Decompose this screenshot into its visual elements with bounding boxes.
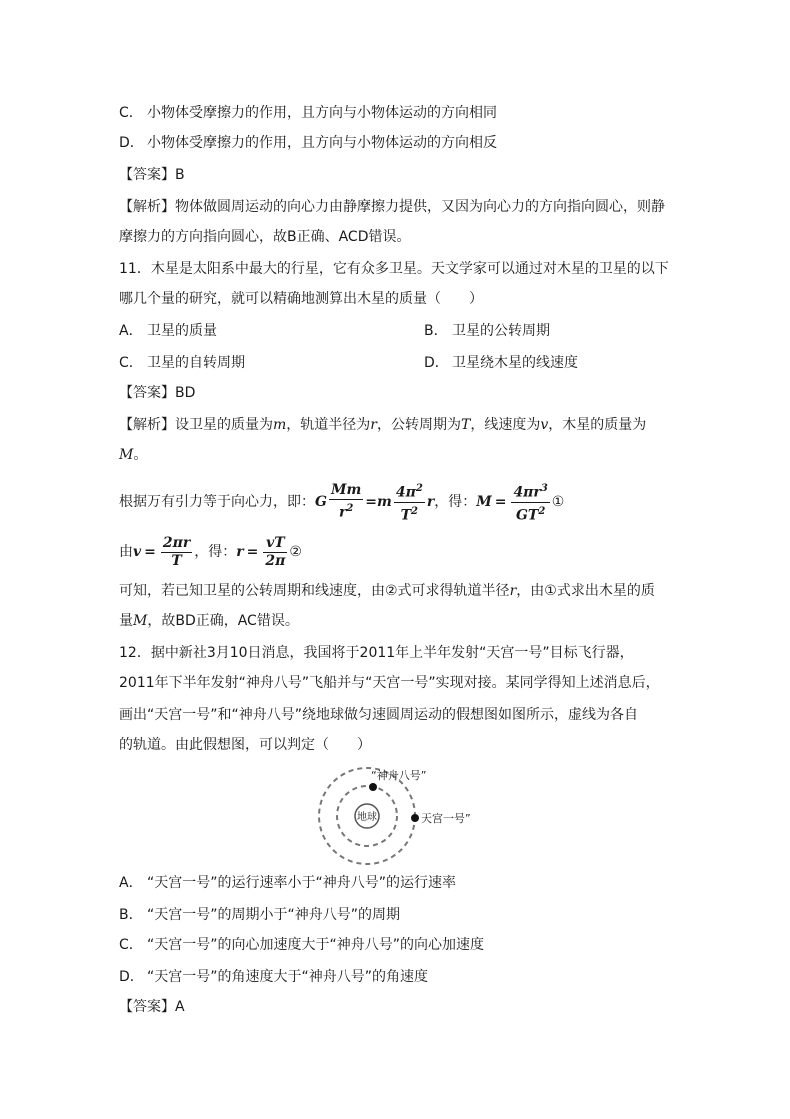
q11-equation-line1 bbox=[119, 482, 564, 522]
q11-option-b bbox=[424, 322, 550, 340]
q12-option-b bbox=[119, 906, 400, 924]
text: ，线速度为 bbox=[470, 417, 541, 433]
option-label: A． bbox=[119, 875, 143, 891]
q12-stem-line1: 12．据中新社3月10日消息，我国将于2011年上半年发射“天宫一号”目标飞行器， bbox=[119, 645, 634, 661]
q11-stem-line1: 11．木星是太阳系中最大的行星，它有众多卫星。天文学家可以通过对木星的卫星的以下 bbox=[119, 261, 669, 277]
q11-equation-line2 bbox=[119, 532, 302, 572]
math-v: v bbox=[133, 544, 142, 560]
shenzhou-label: “神舟八号” bbox=[371, 769, 427, 782]
fraction-2pir-T bbox=[161, 535, 192, 570]
var-t: T bbox=[460, 417, 471, 433]
denominator: T bbox=[171, 552, 182, 569]
fraction-Mm-r2 bbox=[329, 482, 363, 522]
equals: = bbox=[365, 494, 378, 510]
q11-option-a bbox=[119, 322, 217, 340]
q10-analysis-line2: 摩擦力的方向指向圆心，故B正确、ACD错误。 bbox=[119, 229, 411, 245]
var-M: M bbox=[119, 447, 134, 463]
exponent: 3 bbox=[540, 482, 548, 494]
option-text: “天宫一号”的角速度大于“神舟八号”的角速度 bbox=[147, 969, 429, 985]
option-label: C． bbox=[119, 105, 143, 121]
q12-answer: 【答案】A bbox=[119, 999, 185, 1015]
option-label: C． bbox=[119, 355, 143, 371]
q11-answer: 【答案】BD bbox=[119, 385, 196, 401]
exponent: 2 bbox=[411, 505, 419, 517]
option-label: A． bbox=[119, 323, 143, 339]
earth-label: 地球 bbox=[357, 812, 377, 823]
option-label: B． bbox=[119, 907, 143, 923]
circled-two: ② bbox=[289, 544, 302, 560]
numerator: Mm bbox=[330, 482, 362, 499]
q11-option-d bbox=[424, 354, 578, 372]
option-label: B． bbox=[424, 323, 448, 339]
q10-option-d bbox=[119, 134, 497, 152]
numerator: 2πr bbox=[162, 534, 191, 551]
var-v: v bbox=[540, 417, 549, 433]
fraction-4pir3-GT2 bbox=[511, 480, 549, 524]
text: ，公转周期为 bbox=[376, 417, 461, 433]
option-text: “天宫一号”的运行速率小于“神舟八号”的运行速率 bbox=[147, 875, 457, 891]
text: 量 bbox=[119, 613, 133, 629]
exponent: 2 bbox=[415, 482, 423, 494]
equation-intro: 根据万有引力等于向心力，即： bbox=[119, 494, 315, 510]
equals: = bbox=[246, 544, 259, 560]
exponent: 2 bbox=[538, 505, 546, 517]
q12-stem-line3: 画出“天宫一号”和“神舟八号”绕地球做匀速圆周运动的假想图如图所示，虚线为各自 bbox=[119, 707, 639, 723]
text: 【解析】设卫星的质量为 bbox=[119, 417, 273, 433]
denominator: 2π bbox=[265, 552, 286, 569]
text: ，由①式求出木星的质 bbox=[516, 583, 655, 599]
math-r: r bbox=[236, 544, 244, 560]
text-from: 由 bbox=[119, 544, 133, 560]
q11-analysis-line1 bbox=[119, 416, 646, 434]
text: 。 bbox=[133, 447, 148, 463]
denominator bbox=[511, 503, 549, 525]
q12-option-d bbox=[119, 968, 428, 986]
q12-stem-line2: 2011年下半年发射“神舟八号”飞船并与“天宫一号”实现对接。某同学得知上述消息后， bbox=[119, 675, 660, 691]
q12-option-a bbox=[119, 874, 456, 892]
option-text: “天宫一号”的向心加速度大于“神舟八号”的向心加速度 bbox=[147, 937, 485, 953]
q10-option-c bbox=[119, 104, 497, 122]
option-text: 卫星的公转周期 bbox=[452, 323, 550, 339]
option-label: D． bbox=[119, 969, 144, 985]
fraction-vT-2pi bbox=[263, 535, 287, 570]
option-text: 卫星绕木星的线速度 bbox=[452, 355, 578, 371]
text: 可知，若已知卫星的公转周期和线速度，由②式可求得轨道半径 bbox=[119, 583, 510, 599]
equals: = bbox=[144, 544, 156, 560]
q11-option-c bbox=[119, 354, 245, 372]
q11-conclusion-line2 bbox=[119, 612, 299, 630]
equals: = bbox=[494, 494, 507, 510]
exponent: 2 bbox=[346, 503, 354, 515]
den-GT: GT bbox=[515, 507, 539, 524]
tiangong-dot bbox=[411, 814, 419, 822]
numerator bbox=[511, 480, 549, 503]
num-4pir: 4πr bbox=[513, 484, 541, 501]
option-text: “天宫一号”的周期小于“神舟八号”的周期 bbox=[147, 907, 401, 923]
q10-answer: 【答案】B bbox=[119, 167, 185, 183]
math-r: r bbox=[426, 494, 435, 510]
math-G: G bbox=[315, 494, 327, 510]
var-M: M bbox=[133, 613, 148, 629]
math-M: M bbox=[476, 494, 492, 510]
numerator: vT bbox=[263, 535, 287, 553]
denominator bbox=[329, 500, 363, 522]
text-get: ，得： bbox=[434, 494, 477, 510]
denominator bbox=[394, 503, 425, 525]
var-r: r bbox=[509, 583, 517, 599]
q11-analysis-line2 bbox=[119, 446, 147, 464]
option-label: C． bbox=[119, 937, 143, 953]
text-get: ，得： bbox=[194, 544, 237, 560]
q11-stem-line2: 哪几个量的研究，就可以精确地测算出木星的质量（ ） bbox=[119, 291, 483, 307]
option-text: 卫星的质量 bbox=[147, 323, 217, 339]
q10-analysis-line1: 【解析】物体做圆周运动的向心力由静摩擦力提供，又因为向心力的方向指向圆心，则静 bbox=[119, 199, 665, 215]
den-T: T bbox=[400, 507, 412, 524]
option-label: D． bbox=[119, 135, 144, 151]
option-text: 小物体受摩擦力的作用，且方向与小物体运动的方向相同 bbox=[147, 105, 497, 121]
den-r: r bbox=[338, 504, 347, 521]
var-m: m bbox=[273, 417, 287, 433]
q12-option-c bbox=[119, 936, 484, 954]
option-label: D． bbox=[424, 355, 449, 371]
option-text: 卫星的自转周期 bbox=[147, 355, 245, 371]
q11-conclusion-line1 bbox=[119, 582, 655, 600]
text: ，故BD正确，AC错误。 bbox=[147, 613, 299, 629]
circled-one: ① bbox=[551, 494, 565, 510]
fraction-4pi2-T2 bbox=[394, 480, 425, 524]
q12-stem-line4: 的轨道。由此假想图，可以判定（ ） bbox=[119, 737, 371, 753]
shenzhou-dot bbox=[369, 783, 377, 791]
text: ，木星的质量为 bbox=[548, 417, 647, 433]
text: ，轨道半径为 bbox=[286, 417, 371, 433]
num-4pi: 4π bbox=[395, 484, 416, 501]
math-m: m bbox=[377, 494, 392, 510]
var-r: r bbox=[370, 417, 377, 433]
option-text: 小物体受摩擦力的作用，且方向与小物体运动的方向相反 bbox=[147, 135, 497, 151]
tiangong-label: 天宫一号” bbox=[421, 812, 471, 825]
numerator bbox=[394, 480, 425, 503]
